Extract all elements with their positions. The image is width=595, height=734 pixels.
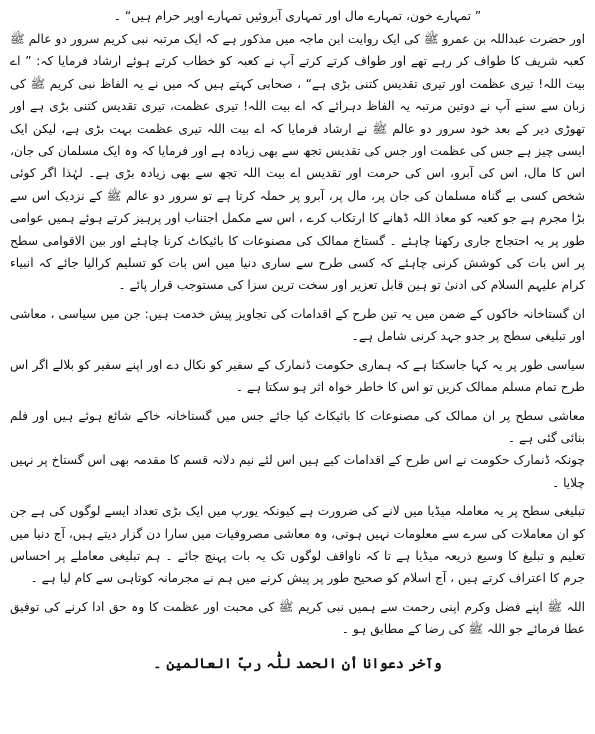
paragraph-political: سیاسی طور پر یہ کہا جاسکتا ہے کہ ہماری حکومت ڈنمارک کے سفیر کو نکال دے اور اپنے سفیر کو بلالے اگر اس طرح تمام مسلم ممالک کریں تو اس کا خاطر خواہ اثر ہو سکتا ہے ۔ bbox=[10, 357, 585, 395]
paragraph-denmark: چونکہ ڈنمارک حکومت نے اس طرح کے اقدامات کیے ہیں اس لئے نیم دلانہ قسم کا مقدمہ بھی اس گستاخ پر نہیں چلایا ۔ bbox=[10, 453, 585, 490]
hadith-quote: ” تمہارے خون، تمہارے مال اور تمہاری آبروئیں تمہارے اوپر حرام ہیں“ ۔ bbox=[113, 9, 482, 23]
paragraph-preaching: تبلیغی سطح پر یہ معاملہ میڈیا میں لانے کی ضرورت ہے کیونکہ یورپ میں ایک بڑی تعداد ایسے لوگوں کی ہے جن کو ان معاملات کی سرے سے معلومات نہیں ہوتی، وہ معاشی مصروفیات میں سارا دن گزار دیتے ہیں، آج دنیا میں تعلیم و تبلیغ کا وسیع ذریعہ میڈیا ہے تا کہ ناواقف لوگوں تک یہ بات پہنچ جائے ۔ ہم تبلیغی معاملے پر احساس جرم کا اعتراف کرتے ہیں ، آج اسلام کو صحیح طور پر پیش کرنے میں ہم نے مجرمانہ کوتاہی سے کام لیا ہے ۔ bbox=[10, 504, 585, 586]
document-page bbox=[10, 4, 585, 691]
paragraph-economic: معاشی سطح پر ان ممالک کی مصنوعات کا بائیکاٹ کیا جائے جس میں گستاخانہ خاکے شائع ہوئے ہیں اور فلم بنائی گئی ہے ۔ bbox=[10, 408, 585, 445]
closing-dua: وآخر دعوانا أن الحمد للّٰہ ربّ العالمین ۔ bbox=[153, 655, 442, 672]
paragraph-hadith-kaaba: اور حضرت عبداللہ بن عمرو ﷺ کی ایک روایت ابن ماجہ میں مذکور ہے کہ ایک مرتبہ نبی کریم سرور دو عالم ﷺ کعبہ شریف کا طواف کر رہے تھے اور طواف کرتے کرتے آپ نے کعبہ کو خطاب کرتے ہوئے ارشاد فرمایا کہ: ” اے بیت اللہ! تیری عظمت اور تیری تقدیس کتنی بڑی ہے“ ، صحابی کہتے ہیں کہ میں نے یہ الفاظ نبی کریم ﷺ کی زبان سے سنے آپ نے دوتین مرتبہ یہ الفاظ دہرائے کہ اے بیت اللہ! تیری عظمت، تیری تقدیس کتنی بڑی ہے اور تھوڑی دیر کے بعد خود سرور دو عالم ﷺ نے ارشاد فرمایا کہ اے بیت اللہ تیری عظمت بہت بڑی ہے، لیکن ایک ایسی چیز ہے جس کی عظمت اور جس کی تقدیس تجھ سے بھی زیادہ ہے اور فرمایا کہ وہ ایک مسلمان کی جان، اس کا مال، اس کی آبرو، اس کی حرمت اور تقدیس اے بیت اللہ تجھ سے بھی زیادہ بڑی ہے۔ لہٰذا اگر کوئی شخص کسی بے گناہ مسلمان کی جان پر، مال پر، آبرو پر حملہ کرتا ہے تو سرور دو عالم ﷺ کے نزدیک اس سے بڑا مجرم ہے جو کعبہ کو معاذ اللہ ڈھانے کا ارتکاب کرے ، اس سے مکمل اجتناب اور پرہیز کرتے ہوئے ہمیں عوامی طور پر یہ احتجاج جاری رکھنا چاہئے ۔ گستاخ ممالک کی مصنوعات کا بائیکاٹ کرنا چاہئے اور بین الاقوامی سطح پر اس بات کی کوشش کرنی چاہئے کہ کسی طرح سے ساری دنیا میں اس بات کو تسلیم کرالیا جائے کہ انبیاء کرام علیہم السلام کی ادنیٰ تو ہین قابل تعزیر اور سخت ترین سزا کی مستوجب قرار پائے ۔ bbox=[10, 32, 585, 293]
paragraph-proposals: ان گستاخانہ خاکوں کے ضمن میں یہ تین طرح کے اقدامات کی تجاویز پیش خدمت ہیں: جن میں سیاسی ، معاشی اور تبلیغی سطح پر جدو جہد کرنی شامل ہے۔ bbox=[10, 306, 585, 344]
paragraph-prayer: اللہ ﷺ اپنے فضل وکرم اپنی رحمت سے ہمیں نبی کریم ﷺ کی محبت اور عظمت کا وہ حق ادا کرنے کی توفیق عطا فرمائے جو اللہ ﷺ کی رضا کے مطابق ہو ۔ bbox=[10, 599, 585, 637]
